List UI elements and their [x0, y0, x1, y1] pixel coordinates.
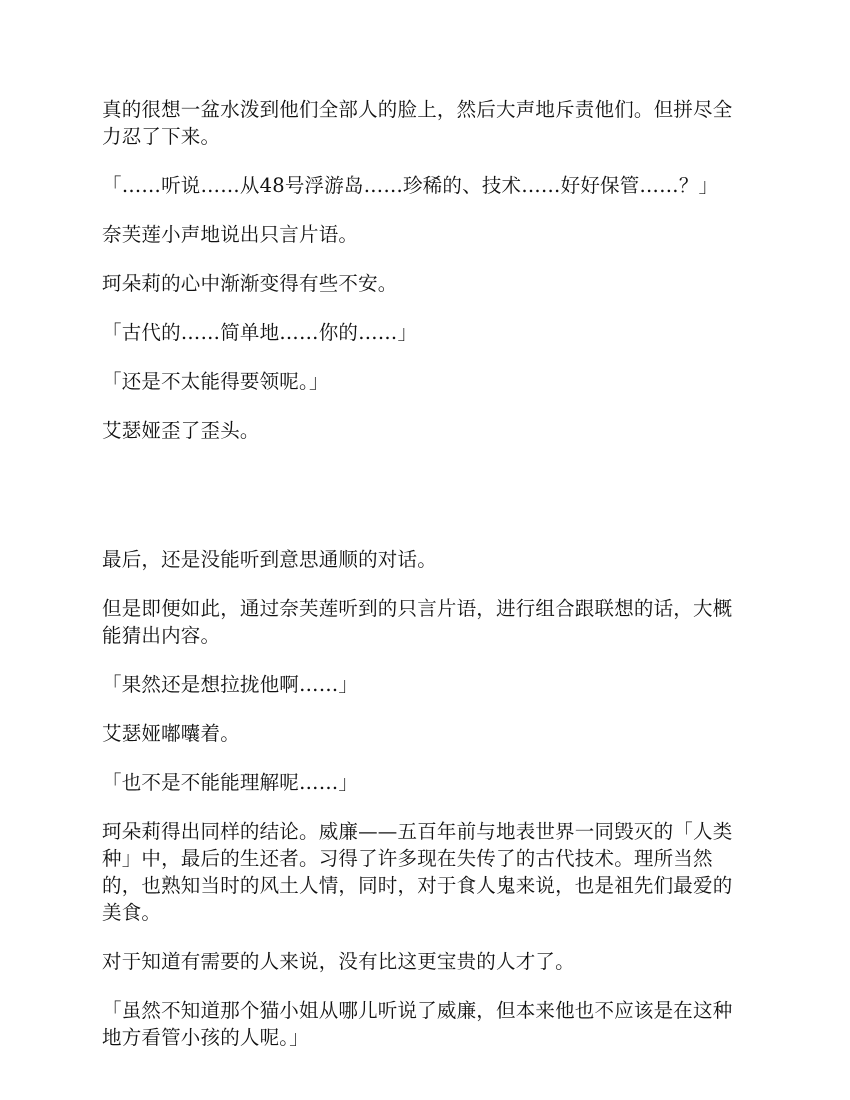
paragraph: 最后，还是没能听到意思通顺的对话。: [102, 548, 437, 571]
document-body: [102, 96, 752, 1073]
paragraph: 艾瑟娅歪了歪头。: [102, 419, 260, 442]
paragraph: 「虽然不知道那个猫小姐从哪儿听说了威廉，但本来他也不应该是在这种地方看管小孩的人呢。」: [102, 999, 733, 1049]
paragraph: 「还是不太能得要领呢。」: [102, 370, 329, 393]
paragraph: 「古代的……简单地……你的……」: [102, 321, 418, 344]
paragraph: 珂朵莉的心中渐渐变得有些不安。: [102, 272, 398, 295]
paragraph: 珂朵莉得出同样的结论。威廉——五百年前与地表世界一同毁灭的「人类种」中，最后的生还者。习得了许多现在失传了的古代技术。理所当然的，也熟知当时的风土人情，同时，对于食人鬼来说，也是祖先们最爱的美食。: [102, 820, 733, 924]
section-break: [102, 466, 752, 546]
paragraph: 艾瑟娅嘟囔着。: [102, 722, 240, 745]
paragraph: 对于知道有需要的人来说，没有比这更宝贵的人才了。: [102, 950, 575, 973]
paragraph: 「……听说……从48号浮游岛……珍稀的、技术……好好保管……？」: [102, 174, 719, 197]
paragraph: 真的很想一盆水泼到他们全部人的脸上，然后大声地斥责他们。但拼尽全力忍了下来。: [102, 98, 733, 148]
paragraph: 「果然还是想拉拢他啊……」: [102, 673, 359, 696]
paragraph: 「也不是不能能理解呢……」: [102, 771, 359, 794]
paragraph: 奈芙莲小声地说出只言片语。: [102, 223, 359, 246]
paragraph: 但是即便如此，通过奈芙莲听到的只言片语，进行组合跟联想的话，大概能猜出内容。: [102, 597, 733, 647]
